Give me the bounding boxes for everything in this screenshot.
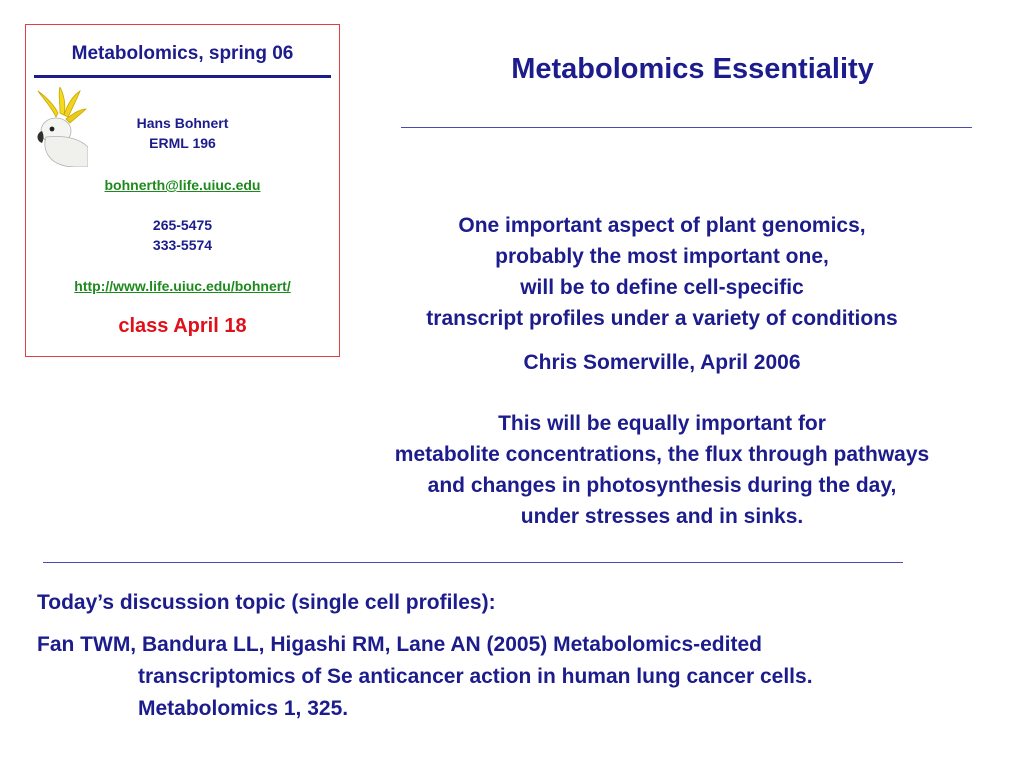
quote-line: One important aspect of plant genomics, [458, 214, 866, 237]
reference-line: Fan TWM, Bandura LL, Higashi RM, Lane AN (2005) Metabolomics-edited [37, 633, 762, 656]
section-divider [43, 562, 903, 563]
phone-number-2: 333-5574 [152, 237, 213, 253]
quote-attribution: Chris Somerville, April 2006 [523, 351, 801, 374]
course-title: Metabolomics, spring 06 [71, 43, 294, 64]
quote-line: transcript profiles under a variety of conditions [426, 307, 898, 330]
quote-line: probably the most important one, [495, 245, 829, 268]
statement-line: This will be equally important for [498, 412, 826, 435]
statement-line: under stresses and in sinks. [520, 505, 804, 528]
email-link[interactable]: bohnerth@life.uiuc.edu [104, 177, 261, 193]
quote-line: will be to define cell-specific [520, 276, 804, 299]
instructor-name: Hans Bohnert [136, 115, 229, 131]
slide-title: Metabolomics Essentiality [511, 53, 874, 85]
reference-line: transcriptomics of Se anticancer action in human lung cancer cells. [138, 665, 813, 688]
phone-number-1: 265-5475 [152, 217, 213, 233]
office-room: ERML 196 [149, 135, 216, 151]
website-link[interactable]: http://www.life.uiuc.edu/bohnert/ [74, 278, 291, 294]
statement-line: and changes in photosynthesis during the day, [427, 474, 897, 497]
statement-line: metabolite concentrations, the flux through pathways [394, 443, 930, 466]
discussion-heading: Today’s discussion topic (single cell profiles): [37, 591, 496, 614]
title-divider [401, 127, 972, 128]
course-info-box [25, 24, 340, 357]
course-title-underline [34, 75, 331, 78]
reference-line: Metabolomics 1, 325. [138, 697, 349, 720]
class-date: class April 18 [118, 315, 247, 337]
